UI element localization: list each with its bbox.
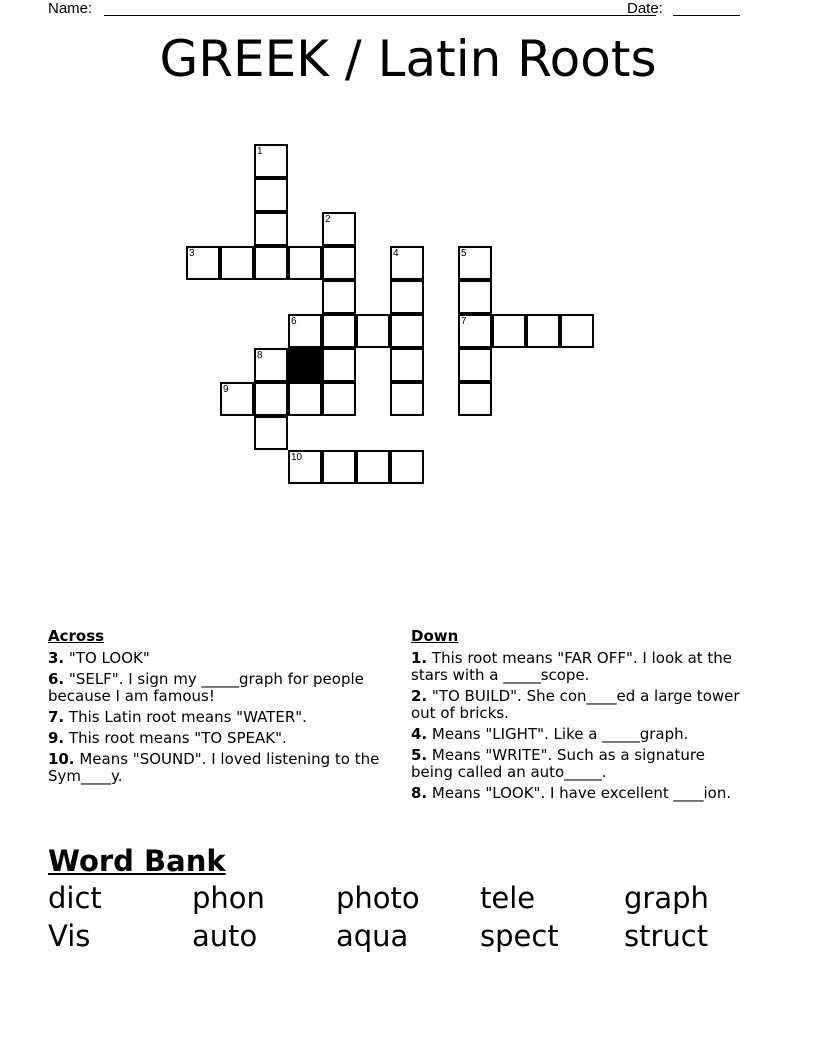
clue-number: 4 xyxy=(393,248,399,259)
word-bank-item: struct xyxy=(624,919,709,953)
clue-number: 1 xyxy=(257,146,263,157)
grid-cell[interactable] xyxy=(254,348,288,382)
grid-cell[interactable] xyxy=(322,348,356,382)
grid-cell[interactable] xyxy=(322,246,356,280)
grid-cell[interactable] xyxy=(458,246,492,280)
grid-cell[interactable] xyxy=(288,450,322,484)
down-clue xyxy=(411,650,751,684)
clue-num: 6. xyxy=(48,670,65,688)
clue-number: 8 xyxy=(257,350,263,361)
clue-number: 10 xyxy=(291,452,303,463)
grid-cell[interactable] xyxy=(390,280,424,314)
clue-text: Means "WRITE". Such as a signature being called an auto_____. xyxy=(411,746,705,781)
grid-cell[interactable] xyxy=(322,450,356,484)
word-bank-item: dict xyxy=(48,881,102,915)
grid-cell[interactable] xyxy=(458,382,492,416)
clue-num: 5. xyxy=(411,746,428,764)
grid-cell[interactable] xyxy=(390,348,424,382)
clue-num: 7. xyxy=(48,708,65,726)
word-bank xyxy=(48,882,768,953)
down-clue xyxy=(411,747,751,781)
clue-num: 4. xyxy=(411,725,428,743)
clue-text: Means "SOUND". I loved listening to the Sym____y. xyxy=(48,750,380,785)
down-clue xyxy=(411,726,751,743)
down-clue xyxy=(411,785,751,802)
word-bank-item: graph xyxy=(624,881,709,915)
grid-cell[interactable] xyxy=(254,416,288,450)
clue-num: 10. xyxy=(48,750,75,768)
clue-text: This root means "TO SPEAK". xyxy=(68,729,287,747)
word-bank-item: Vis xyxy=(48,919,91,953)
clue-num: 8. xyxy=(411,784,428,802)
grid-cell[interactable] xyxy=(458,348,492,382)
grid-cell[interactable] xyxy=(458,314,492,348)
clue-num: 2. xyxy=(411,687,428,705)
clue-num: 1. xyxy=(411,649,428,667)
clue-text: This Latin root means "WATER". xyxy=(68,708,307,726)
grid-cell[interactable] xyxy=(390,382,424,416)
across-clue xyxy=(48,751,386,785)
clue-text: "SELF". I sign my _____graph for people because I am famous! xyxy=(48,670,364,705)
grid-cell[interactable] xyxy=(220,246,254,280)
name-label: Name: xyxy=(48,0,93,17)
word-bank-item: tele xyxy=(480,881,536,915)
grid-cell[interactable] xyxy=(356,314,390,348)
grid-cell[interactable] xyxy=(322,280,356,314)
across-clue xyxy=(48,730,386,747)
clue-number: 9 xyxy=(223,384,229,395)
grid-cell[interactable] xyxy=(254,144,288,178)
grid-cell[interactable] xyxy=(186,246,220,280)
page-title: GREEK / Latin Roots xyxy=(159,30,657,88)
across-clue xyxy=(48,709,386,726)
clue-num: 9. xyxy=(48,729,65,747)
across-clue xyxy=(48,650,386,667)
clue-number: 5 xyxy=(461,248,467,259)
grid-cell[interactable] xyxy=(254,212,288,246)
grid-cell[interactable] xyxy=(288,246,322,280)
word-bank-item: auto xyxy=(192,919,258,953)
word-bank-item: spect xyxy=(480,919,559,953)
across-clues xyxy=(48,628,386,789)
word-bank-item: aqua xyxy=(336,919,409,953)
grid-cell[interactable] xyxy=(390,314,424,348)
clue-text: Means "LOOK". I have excellent ____ion. xyxy=(431,784,732,802)
clue-number: 2 xyxy=(325,214,331,225)
crossword-grid xyxy=(0,0,816,500)
grid-cell[interactable] xyxy=(356,450,390,484)
clue-number: 3 xyxy=(189,248,195,259)
grid-cell[interactable] xyxy=(390,246,424,280)
word-bank-title: Word Bank xyxy=(48,844,226,878)
grid-cell[interactable] xyxy=(288,314,322,348)
grid-cell[interactable] xyxy=(254,178,288,212)
across-heading: Across xyxy=(48,627,105,645)
grid-cell[interactable] xyxy=(492,314,526,348)
clue-text: "TO BUILD". She con____ed a large tower out of bricks. xyxy=(411,687,740,722)
black-square xyxy=(288,348,322,382)
grid-cell[interactable] xyxy=(288,382,322,416)
down-heading: Down xyxy=(411,627,459,645)
grid-cell[interactable] xyxy=(322,314,356,348)
grid-cell[interactable] xyxy=(560,314,594,348)
grid-cell[interactable] xyxy=(322,212,356,246)
grid-cell[interactable] xyxy=(322,382,356,416)
date-label: Date: xyxy=(627,0,663,17)
across-clue xyxy=(48,671,386,705)
down-clues xyxy=(411,628,751,806)
grid-cell[interactable] xyxy=(254,382,288,416)
grid-cell[interactable] xyxy=(390,450,424,484)
clue-number: 7 xyxy=(461,316,467,327)
clue-text: This root means "FAR OFF". I look at the stars with a _____scope. xyxy=(411,649,733,684)
down-clue xyxy=(411,688,751,722)
clue-num: 3. xyxy=(48,649,65,667)
clue-text: "TO LOOK" xyxy=(68,649,150,667)
clue-number: 6 xyxy=(291,316,297,327)
word-bank-item: phon xyxy=(192,881,265,915)
grid-cell[interactable] xyxy=(526,314,560,348)
grid-cell[interactable] xyxy=(254,246,288,280)
clue-text: Means "LIGHT". Like a _____graph. xyxy=(431,725,689,743)
grid-cell[interactable] xyxy=(220,382,254,416)
word-bank-item: photo xyxy=(336,881,420,915)
grid-cell[interactable] xyxy=(458,280,492,314)
